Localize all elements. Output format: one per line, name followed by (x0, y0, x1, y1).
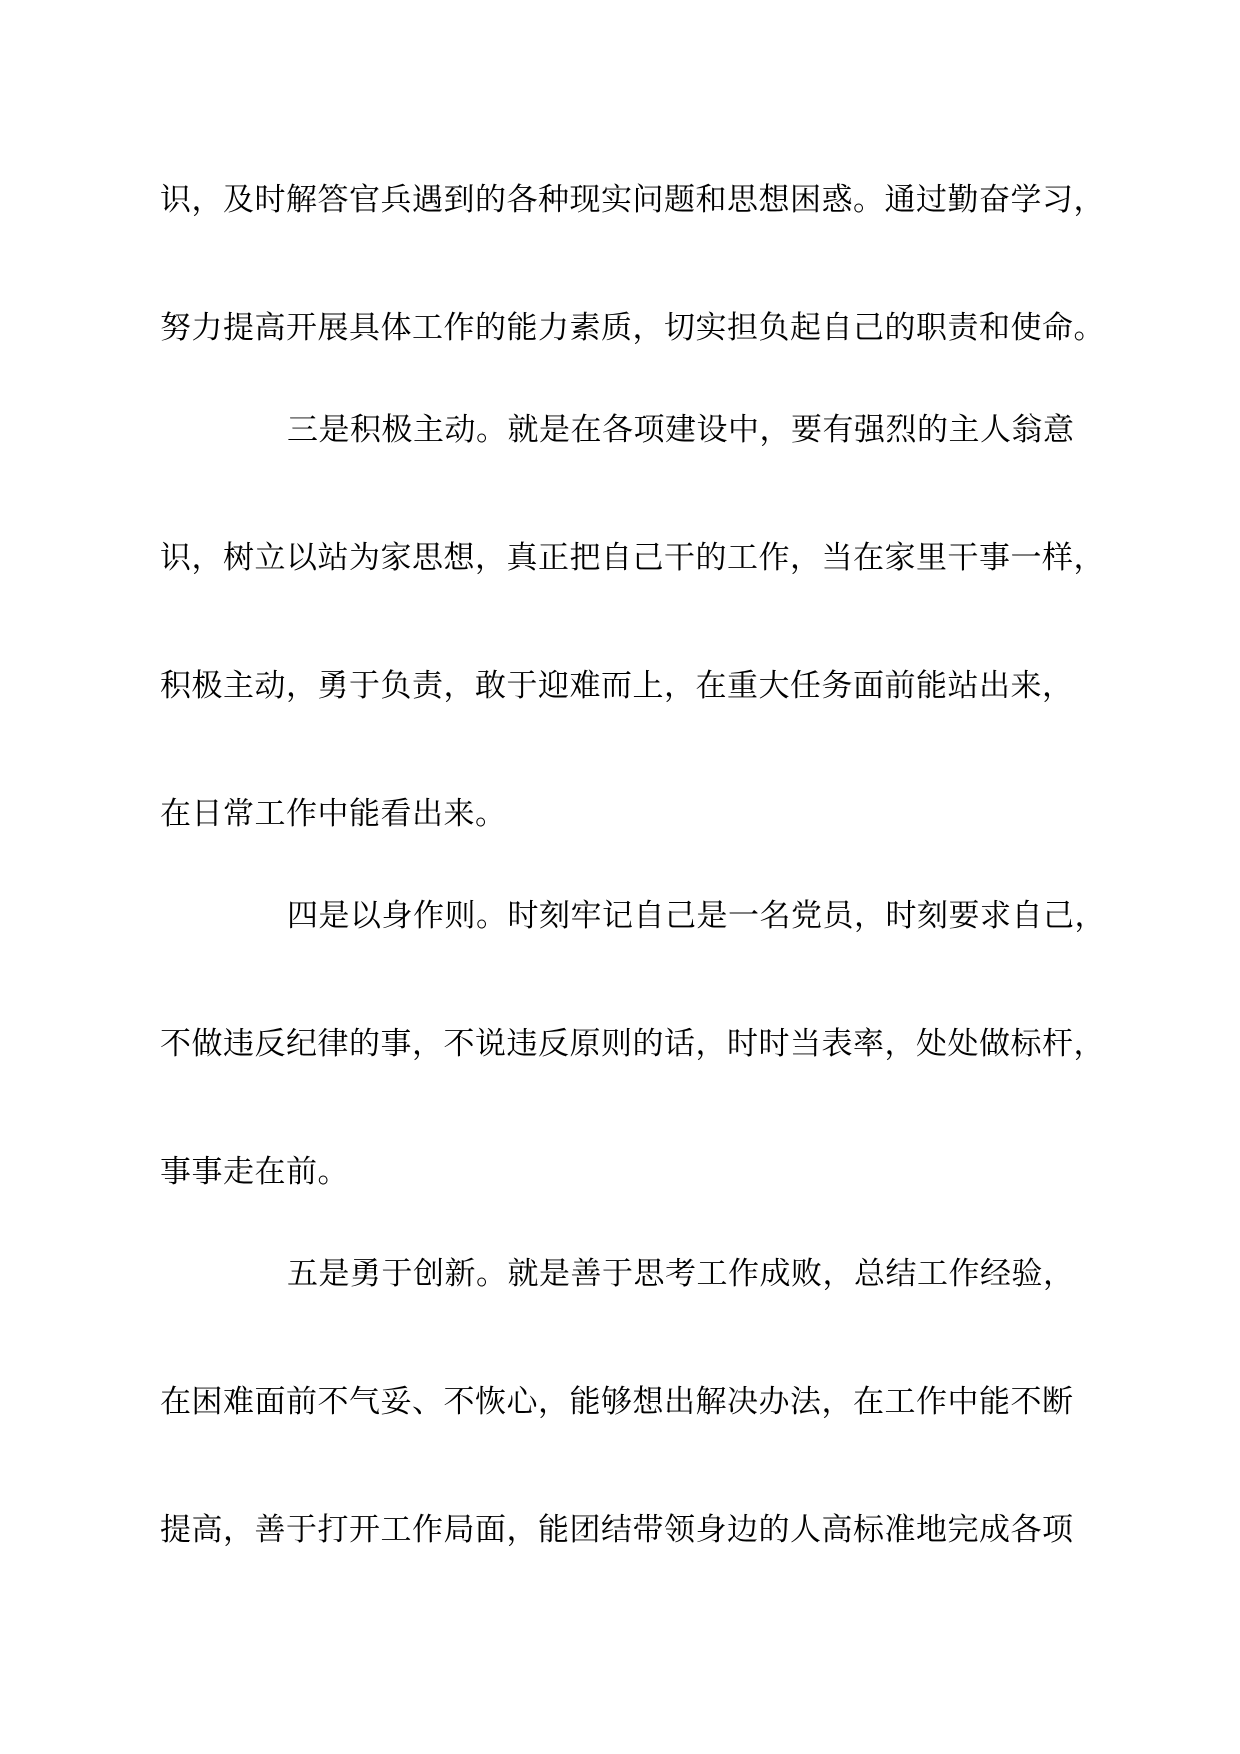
text-line: 在日常工作中能看出来。 (160, 796, 507, 832)
text-line: 积极主动，勇于负责，敢于迎难而上，在重大任务面前能站出来， (160, 668, 1074, 704)
text-line: 在困难面前不气妥、不恢心，能够想出解决办法，在工作中能不断 (160, 1384, 1074, 1420)
paragraph-start-line: 四是以身作则。时刻牢记自己是一名党员，时刻要求自己， (287, 898, 1106, 934)
text-line: 提高，善于打开工作局面，能团结带领身边的人高标准地完成各项 (160, 1512, 1074, 1548)
paragraph-start-line: 五是勇于创新。就是善于思考工作成败，总结工作经验， (287, 1256, 1075, 1292)
text-line: 识，及时解答官兵遇到的各种现实问题和思想困惑。通过勤奋学习， (160, 182, 1105, 218)
paragraph-start-line: 三是积极主动。就是在各项建设中，要有强烈的主人翁意 (287, 412, 1075, 448)
text-line: 努力提高开展具体工作的能力素质，切实担负起自己的职责和使命。 (160, 310, 1105, 346)
text-line: 识，树立以站为家思想，真正把自己干的工作，当在家里干事一样， (160, 540, 1105, 576)
text-line: 不做违反纪律的事，不说违反原则的话，时时当表率，处处做标杆， (160, 1026, 1105, 1062)
text-line: 事事走在前。 (160, 1154, 349, 1190)
